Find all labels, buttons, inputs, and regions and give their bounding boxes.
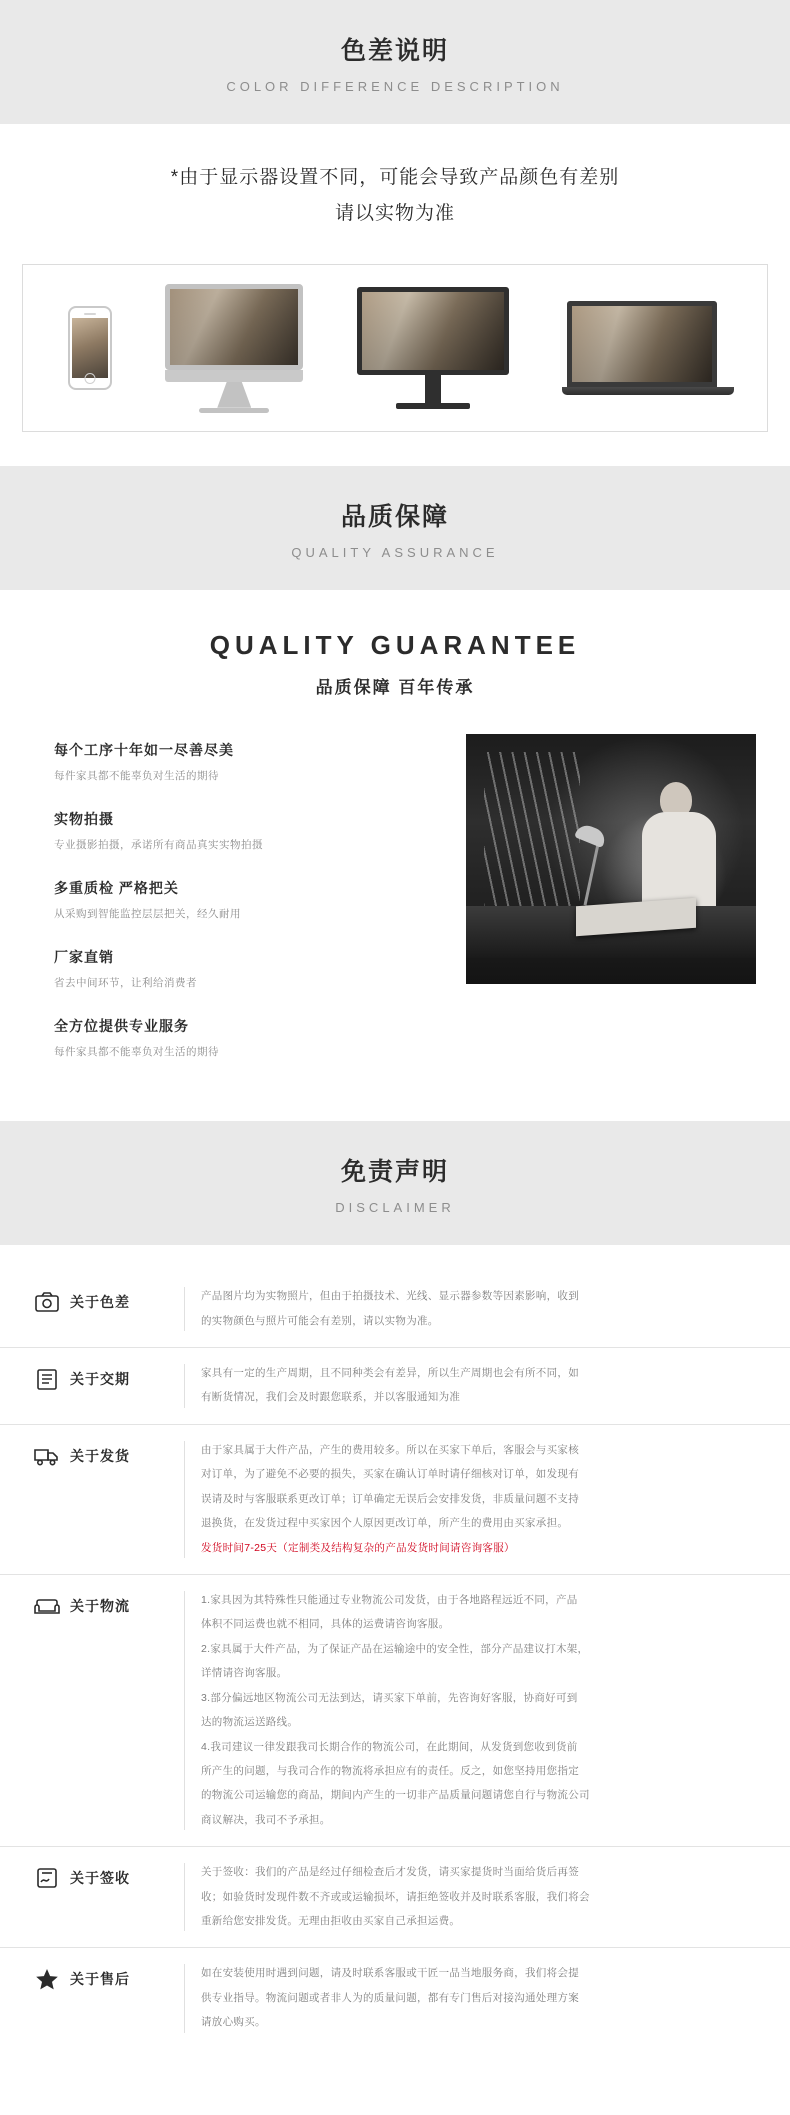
paragraph-line: 3.部分偏远地区物流公司无法到达，请买家下单前，先咨询好客服，协商好可到 (201, 1691, 578, 1704)
paragraph-line: 由于家具属于大件产品，产生的费用较多。所以在买家下单后，客服会与买家核 (201, 1443, 579, 1456)
quality-body (0, 734, 790, 1085)
list-item (54, 1016, 442, 1059)
disclaimer-row-label: 关于签收 (70, 1870, 130, 1887)
paragraph-line: 1.家具因为其特殊性只能通过专业物流公司发货，由于各地路程远近不同，产品 (201, 1593, 578, 1606)
table-row (0, 1948, 790, 2048)
paragraph-line: 请放心购买。 (201, 2016, 266, 2029)
disclaimer-row-text (184, 1287, 760, 1331)
quality-item-heading: 全方位提供专业服务 (54, 1018, 189, 1035)
quality-headline-cn: 品质保障 百年传承 (315, 678, 475, 698)
monitor-neck (425, 375, 441, 403)
paragraph-line: 所产生的问题，与我司合作的物流将承担应有的责任。反之，如您坚持用您指定 (201, 1764, 579, 1777)
paragraph-line: 4.我司建议一律发跟我司长期合作的物流公司，在此期间，从发货到您收到货前 (201, 1740, 578, 1753)
monitor-bezel (357, 287, 509, 375)
disclaimer-row-text (184, 1591, 760, 1830)
imac-chin (165, 370, 303, 382)
imac-foot (199, 408, 269, 413)
camera-icon (34, 1289, 60, 1315)
table-row (0, 1847, 790, 1948)
quality-item-heading: 实物拍摄 (54, 811, 114, 828)
paragraph-line: 对订单，为了避免不必要的损失，买家在确认订单时请仔细核对订单，如发现有 (201, 1468, 579, 1481)
paragraph-line-highlight: 发货时间7-25天（定制类及结构复杂的产品发货时间请咨询客服） (201, 1541, 515, 1554)
table-row (0, 1348, 790, 1425)
paragraph-line: 重新给您安排发货。无理由拒收由买家自己承担运费。 (201, 1915, 461, 1928)
monitor-foot (396, 403, 470, 409)
section-title-cn: 色差说明 (340, 37, 449, 65)
list-item (54, 878, 442, 921)
paragraph-line: 退换货，在发货过程中买家因个人原因更改订单，所产生的费用由买家承担。 (201, 1517, 569, 1530)
paragraph-line: 2.家具属于大件产品，为了保证产品在运输途中的安全性，部分产品建议打木架， (201, 1642, 589, 1655)
disclaimer-row-label-group (34, 1591, 184, 1619)
disclaimer-row-text (184, 1441, 760, 1558)
paragraph-line: 的实物颜色与照片可能会有差别，请以实物为准。 (201, 1314, 439, 1327)
paragraph-line: 商议解决，我司不予承担。 (201, 1813, 331, 1826)
section-title-en: COLOR DIFFERENCE DESCRIPTION (226, 79, 564, 94)
paragraph-line: 达的物流运送路线。 (201, 1716, 299, 1729)
quality-item-text: 从采购到智能监控层层把关，经久耐用 (54, 908, 241, 921)
device-laptop (562, 301, 722, 395)
section-header-disclaimer (0, 1121, 790, 1245)
list-item (54, 740, 442, 783)
quality-item-text: 省去中间环节，让利给消费者 (54, 977, 197, 990)
quality-item-heading: 每个工序十年如一尽善尽美 (54, 742, 234, 759)
section-title-en: QUALITY ASSURANCE (291, 545, 499, 561)
paragraph-line: 收；如验货时发现件数不齐或或运输损坏，请拒绝签收并及时联系客服，我们将会 (201, 1890, 590, 1903)
disclaimer-row-text (184, 1364, 760, 1408)
truck-icon (34, 1443, 60, 1469)
device-monitor (357, 287, 509, 409)
laptop-screen-image (572, 306, 712, 382)
device-imac (165, 284, 303, 413)
laptop-bezel (567, 301, 717, 387)
disclaimer-row-label-group (34, 1863, 184, 1891)
sofa-icon (34, 1593, 60, 1619)
quality-item-heading: 多重质检 严格把关 (54, 880, 179, 897)
table-row (0, 1271, 790, 1348)
calendar-icon (34, 1366, 60, 1392)
quality-item-heading: 厂家直销 (54, 949, 114, 966)
disclaimer-row-text (184, 1863, 760, 1931)
disclaimer-row-label-group (34, 1964, 184, 1992)
disclaimer-row-text (184, 1964, 760, 2032)
section-header-quality-assurance (0, 466, 790, 590)
device-phone (68, 306, 112, 390)
paragraph-line: 的物流公司运输您的商品，期间内产生的一切非产品质量问题请您自行与物流公司 (201, 1789, 590, 1802)
disclaimer-row-label: 关于发货 (70, 1447, 130, 1464)
list-item (54, 947, 442, 990)
table-row (0, 1575, 790, 1847)
monitor-screen-image (362, 292, 504, 370)
section-header-color-difference (0, 0, 790, 124)
craftsman-workshop-photo (466, 734, 756, 984)
section-title-cn: 品质保障 (340, 503, 449, 532)
quality-guarantee-block (0, 590, 790, 1121)
paragraph-line: 有断货情况，我们会及时跟您联系，并以客服通知为准 (201, 1391, 461, 1404)
color-note-line-2: 请以实物为准 (334, 203, 455, 225)
disclaimer-row-label-group (34, 1287, 184, 1315)
list-item (54, 809, 442, 852)
disclaimer-row-label: 关于物流 (70, 1597, 130, 1614)
laptop-base (562, 387, 734, 395)
imac-stand (217, 382, 251, 408)
paragraph-line: 体积不同运费也就不相同，具体的运费请咨询客服。 (201, 1618, 450, 1631)
disclaimer-row-label-group (34, 1364, 184, 1392)
device-preview-box (22, 264, 768, 432)
paragraph-line: 如在安装使用时遇到问题，请及时联系客服或干匠一品当地服务商，我们将会提 (201, 1967, 579, 1980)
paragraph-line: 家具有一定的生产周期，且不同种类会有差异，所以生产周期也会有所不同，如 (201, 1367, 579, 1380)
photo-poles (484, 752, 580, 912)
disclaimer-row-label: 关于售后 (70, 1971, 130, 1988)
paragraph-line: 详情请咨询客服。 (201, 1667, 288, 1680)
paragraph-line: 供专业指导。物流问题或者非人为的质量问题，都有专门售后对接沟通处理方案 (201, 1991, 579, 2004)
paragraph-line: 关于签收：我们的产品是经过仔细检查后才发货，请买家提货时当面给货后再签 (201, 1866, 579, 1879)
section-title-cn: 免责声明 (340, 1158, 449, 1187)
signature-icon (34, 1865, 60, 1891)
paragraph-line: 产品图片均为实物照片，但由于拍摄技术、光线、显示器参数等因素影响，收到 (201, 1290, 579, 1303)
disclaimer-row-label: 关于交期 (70, 1371, 130, 1388)
quality-item-text: 每件家具都不能辜负对生活的期待 (54, 770, 219, 783)
quality-headline-en: QUALITY GUARANTEE (209, 630, 581, 661)
table-row (0, 1425, 790, 1575)
paragraph-line: 误请及时与客服联系更改订单；订单确定无误后会安排发货，非质量问题不支持 (201, 1492, 579, 1505)
color-note-line-1: *由于显示器设置不同，可能会导致产品颜色有差别 (170, 167, 620, 188)
imac-bezel (165, 284, 303, 370)
color-difference-note (0, 124, 790, 258)
star-icon (34, 1966, 60, 1992)
phone-screen-image (72, 318, 108, 378)
quality-item-text: 专业摄影拍摄，承诺所有商品真实实物拍摄 (54, 839, 263, 852)
quality-item-list (54, 734, 442, 1085)
imac-screen-image (170, 289, 298, 365)
disclaimer-row-label-group (34, 1441, 184, 1469)
disclaimer-list (0, 1245, 790, 2079)
section-title-en: DISCLAIMER (335, 1200, 455, 1216)
disclaimer-row-label: 关于色差 (70, 1294, 130, 1311)
quality-item-text: 每件家具都不能辜负对生活的期待 (54, 1046, 219, 1059)
